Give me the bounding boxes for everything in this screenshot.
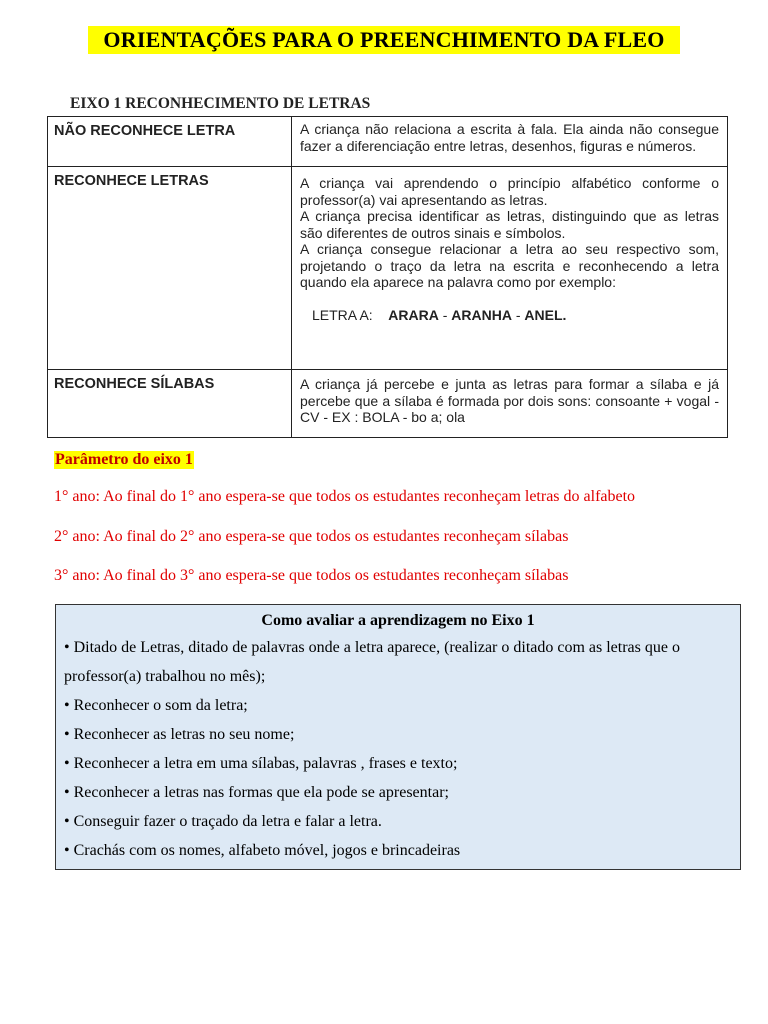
document-title: ORIENTAÇÕES PARA O PREENCHIMENTO DA FLEO	[88, 26, 680, 54]
eixo-caption: EIXO 1 RECONHECIMENTO DE LETRAS	[70, 95, 371, 112]
evaluation-item: • Reconhecer as letras no seu nome;	[64, 726, 295, 743]
table-row-reconhece-silabas	[48, 370, 727, 439]
table-row-nao-reconhece	[48, 117, 727, 167]
example-label: LETRA A:	[312, 306, 373, 323]
evaluation-item: • Reconhecer a letras nas formas que ela pode se apresentar;	[64, 784, 449, 801]
level-label: RECONHECE SÍLABAS	[54, 376, 215, 392]
description-text: A criança consegue relacionar a letra ao seu respectivo som, projetando o traço da letra na escrita e reconhecendo a letra quando ela aparece na palavra como por exemplo:	[300, 241, 719, 290]
evaluation-item: • Reconhecer o som da letra;	[64, 697, 248, 714]
evaluation-item: • Ditado de Letras, ditado de palavras onde a letra aparece, (realizar o ditado com as letras que o professor(a) trabalhou no mês);	[64, 639, 680, 685]
example-word: ANEL.	[524, 306, 567, 323]
description-text: A criança já percebe e junta as letras para formar a sílaba e já percebe que a sílaba é formada por dois sons: consoante + vogal - CV - EX : BOLA - bo a; ola	[300, 376, 719, 425]
evaluation-title: Como avaliar a aprendizagem no Eixo 1	[261, 612, 535, 629]
description-text: A criança não relaciona a escrita à fala. Ela ainda não consegue fazer a diferenciação entre letras, desenhos, figuras e números.	[300, 121, 719, 154]
example-word: ARANHA	[451, 306, 512, 323]
level-description	[300, 376, 719, 426]
parameter-line-2-ano: 2° ano: Ao final do 2° ano espera-se que todos os estudantes reconheçam sílabas	[54, 528, 569, 545]
level-description	[300, 121, 719, 154]
letter-example: LETRA A: ARARA - ARANHA - ANEL.	[312, 306, 567, 323]
example-word: ARARA	[388, 306, 439, 323]
description-text: A criança vai aprendendo o princípio alfabético conforme o professor(a) vai apresentando as letras.	[300, 175, 719, 208]
level-label: RECONHECE LETRAS	[54, 173, 209, 189]
parameter-line-3-ano: 3° ano: Ao final do 3° ano espera-se que todos os estudantes reconheçam sílabas	[54, 567, 569, 584]
evaluation-item: • Conseguir fazer o traçado da letra e falar a letra.	[64, 813, 382, 830]
evaluation-box	[55, 604, 741, 870]
evaluation-item: • Reconhecer a letra em uma sílabas, palavras , frases e texto;	[64, 755, 458, 772]
criteria-table	[47, 116, 728, 438]
description-text: A criança precisa identificar as letras, distinguindo que as letras são diferentes de outros sinais e símbolos.	[300, 208, 719, 241]
table-row-reconhece-letras	[48, 167, 727, 370]
level-description	[300, 175, 719, 323]
evaluation-item: • Crachás com os nomes, alfabeto móvel, jogos e brincadeiras	[64, 842, 461, 859]
level-label: NÃO RECONHECE LETRA	[54, 123, 236, 139]
parameter-line-1-ano: 1° ano: Ao final do 1° ano espera-se que todos os estudantes reconheçam letras do alfabeto	[54, 488, 636, 505]
parameter-heading: Parâmetro do eixo 1	[55, 451, 193, 468]
